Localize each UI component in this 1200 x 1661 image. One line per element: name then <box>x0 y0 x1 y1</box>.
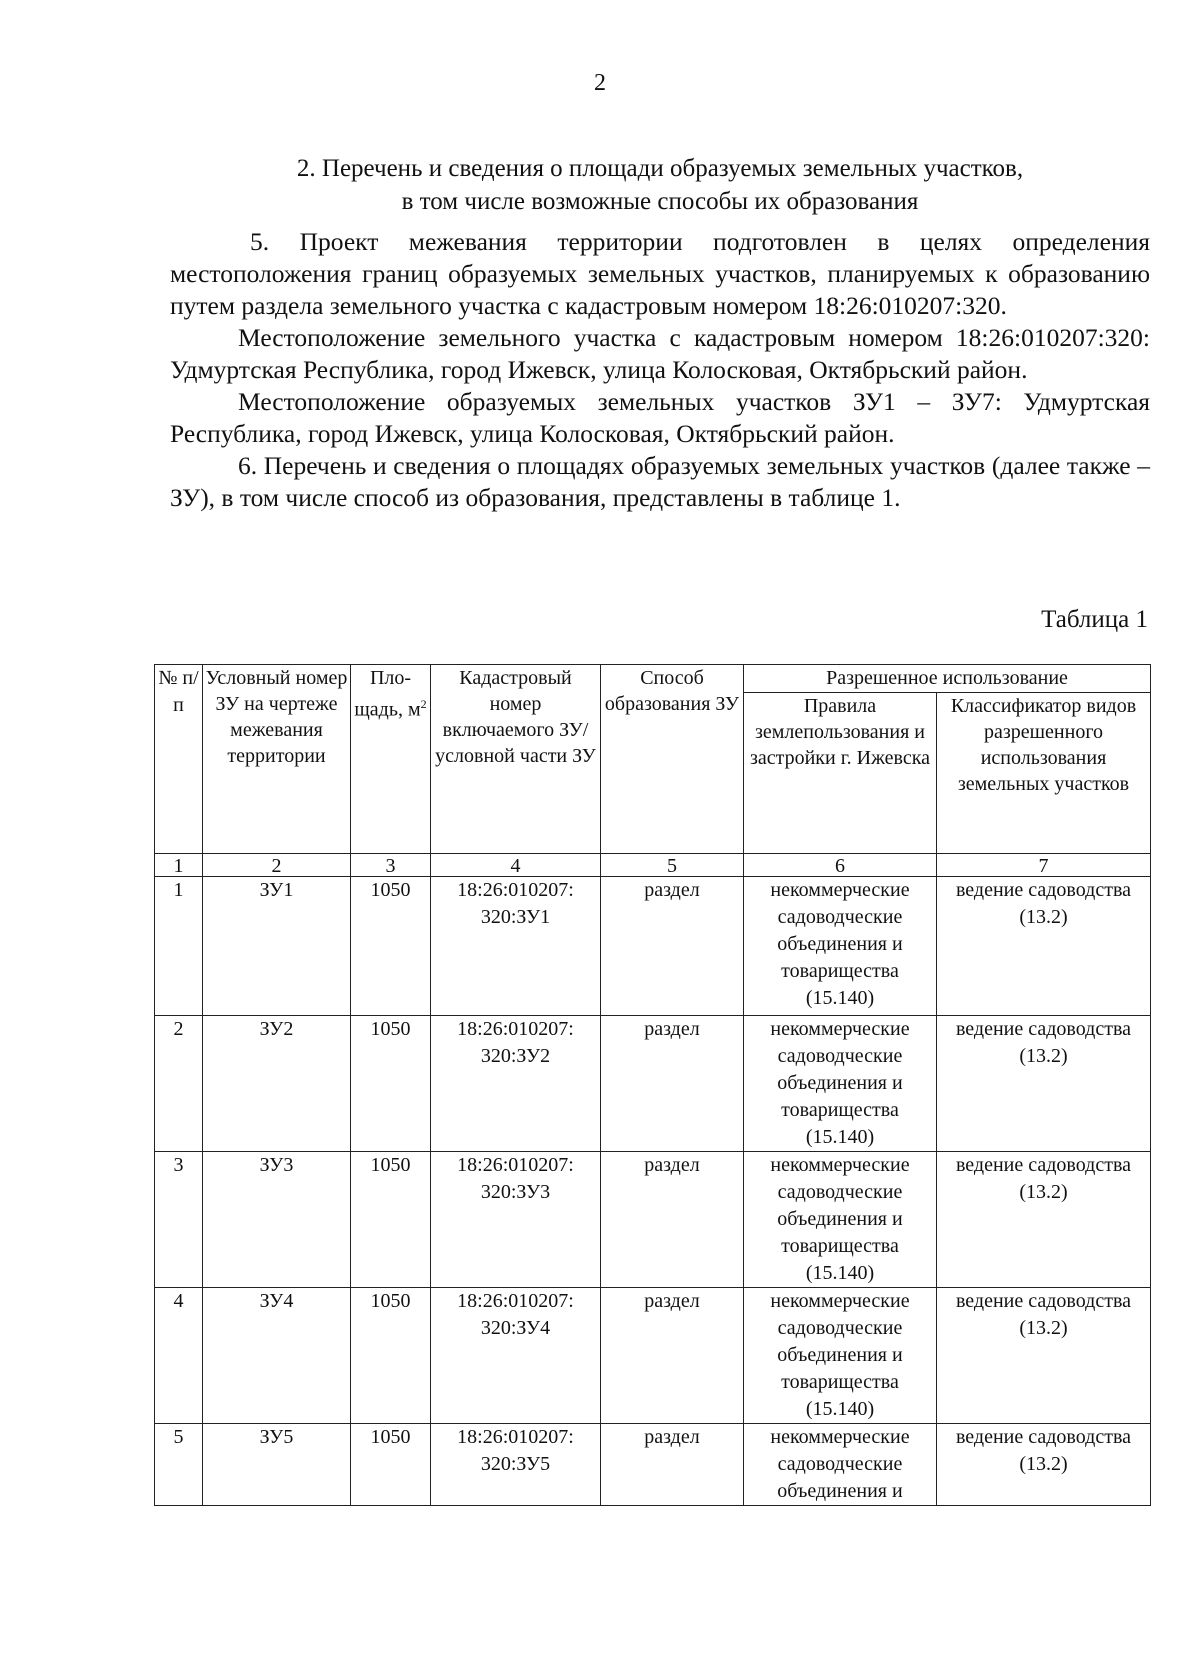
row-method: раздел <box>601 1016 744 1152</box>
row-method: раздел <box>601 1424 744 1506</box>
table-header-row <box>155 665 1151 693</box>
row-number: 2 <box>155 1016 203 1152</box>
row-area: 1050 <box>351 877 431 1016</box>
paragraph-parent-location: Местоположение земельного участка с кадастровым номером 18:26:010207:320: Удмуртская Республика, город Ижевск, улица Колосковая, Октябрьский район. <box>170 323 1150 384</box>
row-method: раздел <box>601 877 744 1016</box>
column-number: 4 <box>431 854 601 877</box>
row-cadastral: 18:26:010207: 320:ЗУ2 <box>431 1016 601 1152</box>
table-row <box>155 1016 1151 1152</box>
row-zu: ЗУ4 <box>203 1288 351 1424</box>
row-cadastral: 18:26:010207: 320:ЗУ4 <box>431 1288 601 1424</box>
row-area: 1050 <box>351 1424 431 1506</box>
table-caption: Таблица 1 <box>1041 606 1148 633</box>
column-number: 7 <box>937 854 1151 877</box>
row-rules: некоммерческие садоводческие объединения и товарищества (15.140) <box>744 877 937 1016</box>
row-cadastral: 18:26:010207: 320:ЗУ1 <box>431 877 601 1016</box>
row-number: 4 <box>155 1288 203 1424</box>
row-method: раздел <box>601 1152 744 1288</box>
paragraph-5: 5. Проект межевания территории подготовлен в целях определения местоположения границ образуемых земельных участков, планируемых к образованию путем раздела земельного участка с кадастровым номером 18:26:010207:320. <box>170 227 1150 320</box>
row-zu: ЗУ2 <box>203 1016 351 1152</box>
row-classifier: ведение садоводства (13.2) <box>937 877 1151 1016</box>
row-zu: ЗУ3 <box>203 1152 351 1288</box>
header-method: Способ образования ЗУ <box>601 665 744 854</box>
header-zu-number: Условный номер ЗУ на чертеже межевания территории <box>203 665 351 854</box>
row-number: 5 <box>155 1424 203 1506</box>
section-title-line-1: 2. Перечень и сведения о площади образуемых земельных участков, <box>296 155 1024 182</box>
row-zu: ЗУ1 <box>203 877 351 1016</box>
row-number: 3 <box>155 1152 203 1288</box>
row-area: 1050 <box>351 1152 431 1288</box>
table-row <box>155 1152 1151 1288</box>
row-rules: некоммерческие садоводческие объединения и товарищества (15.140) <box>744 1152 937 1288</box>
body-text <box>170 226 1150 514</box>
paragraph-6: 6. Перечень и сведения о площадях образуемых земельных участков (далее также – ЗУ), в том числе способ из образования, представлены в таблице 1. <box>170 451 1150 512</box>
section-title-line-2: в том числе возможные способы их образования <box>401 188 919 215</box>
row-area: 1050 <box>351 1016 431 1152</box>
table-row <box>155 1424 1151 1506</box>
page-number: 2 <box>594 70 606 96</box>
column-number: 3 <box>351 854 431 877</box>
row-classifier: ведение садоводства (13.2) <box>937 1288 1151 1424</box>
row-rules: некоммерческие садоводческие объединения и товарищества (15.140) <box>744 1016 937 1152</box>
row-number: 1 <box>155 877 203 1016</box>
row-zu: ЗУ5 <box>203 1424 351 1506</box>
table-row <box>155 877 1151 1016</box>
row-cadastral: 18:26:010207: 320:ЗУ3 <box>431 1152 601 1288</box>
column-number: 6 <box>744 854 937 877</box>
table-row <box>155 1288 1151 1424</box>
section-title <box>170 152 1150 218</box>
header-number: № п/п <box>155 665 203 854</box>
column-number: 5 <box>601 854 744 877</box>
row-classifier: ведение садоводства (13.2) <box>937 1424 1151 1506</box>
row-method: раздел <box>601 1288 744 1424</box>
column-numbers-row <box>155 854 1151 877</box>
header-cadastral: Кадастровый номер включаемого ЗУ/условной части ЗУ <box>431 665 601 854</box>
header-area: Пло-щадь, $м^2$ <box>351 665 431 854</box>
paragraph-new-location: Местоположение образуемых земельных участков ЗУ1 – ЗУ7: Удмуртская Республика, город Ижевск, улица Колосковая, Октябрьский район. <box>170 387 1150 448</box>
header-permitted-use: Разрешенное использование <box>744 665 1151 693</box>
header-classifier: Классификатор видов разрешенного использования земельных участков <box>937 693 1151 854</box>
column-number: 2 <box>203 854 351 877</box>
row-classifier: ведение садоводства (13.2) <box>937 1152 1151 1288</box>
header-rules: Правила землепользования и застройки г. Ижевска <box>744 693 937 854</box>
column-number: 1 <box>155 854 203 877</box>
row-classifier: ведение садоводства (13.2) <box>937 1016 1151 1152</box>
land-plots-table <box>154 664 1151 1506</box>
row-rules: некоммерческие садоводческие объединения и <box>744 1424 937 1506</box>
row-area: 1050 <box>351 1288 431 1424</box>
row-cadastral: 18:26:010207: 320:ЗУ5 <box>431 1424 601 1506</box>
row-rules: некоммерческие садоводческие объединения и товарищества (15.140) <box>744 1288 937 1424</box>
